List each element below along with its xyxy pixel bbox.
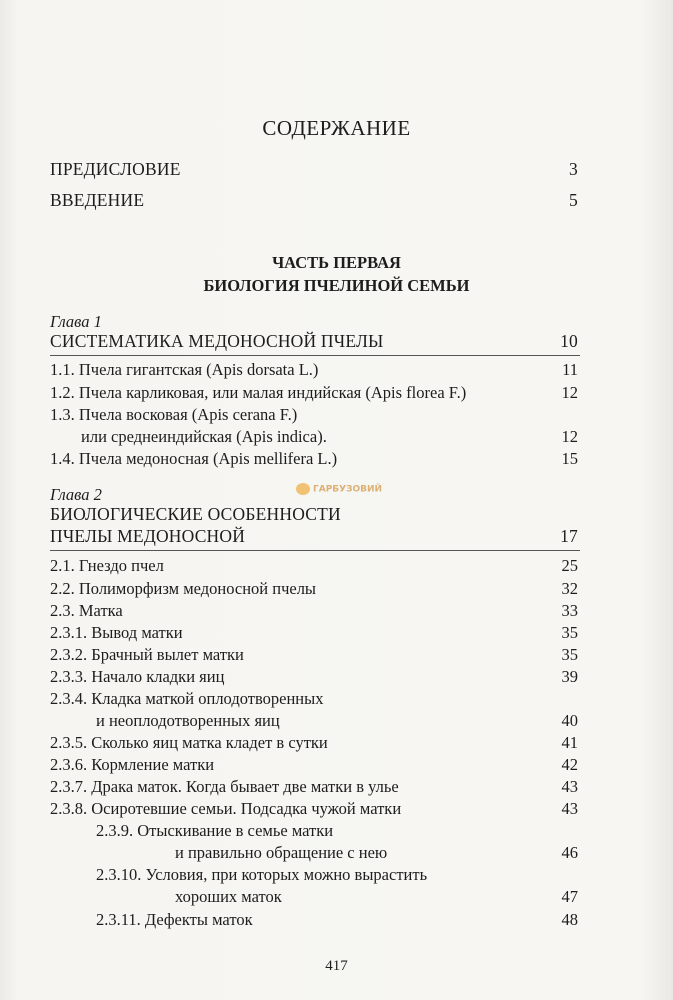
toc-page-preface: 3 (569, 159, 578, 179)
toc-page: 12 (561, 427, 578, 446)
toc-entry-continuation: и неоплодотворенных яиц (96, 711, 280, 730)
part-title: БИОЛОГИЯ ПЧЕЛИНОЙ СЕМЬИ (203, 276, 470, 295)
chapter-1-page: 10 (560, 331, 578, 351)
toc-entry: 2.3.3. Начало кладки яиц (50, 667, 225, 686)
toc-entry-continuation: хороших маток (175, 887, 282, 906)
toc-entry: 2.1. Гнездо пчел (50, 556, 164, 575)
toc-page: 35 (561, 623, 578, 642)
toc-entry: 2.3.5. Сколько яиц матка кладет в сутки (50, 733, 328, 752)
chapter-1-title: СИСТЕМАТИКА МЕДОНОСНОЙ ПЧЕЛЫ (50, 331, 384, 351)
toc-entry: 2.2. Полиморфизм медоносной пчелы (50, 579, 317, 598)
toc-page: 41 (561, 733, 578, 752)
toc-page: 39 (561, 667, 578, 686)
toc-entry-continuation: и правильно обращение с нею (175, 843, 388, 862)
toc-entry: 2.3. Матка (50, 601, 123, 620)
chapter-2-title-line1: БИОЛОГИЧЕСКИЕ ОСОБЕННОСТИ (50, 504, 341, 524)
toc-entry: 2.3.7. Драка маток. Когда бывает две матки в улье (50, 777, 399, 796)
toc-page: 40 (561, 711, 578, 730)
chapter-1-label: Глава 1 (50, 312, 102, 331)
toc-page: 35 (561, 645, 578, 664)
chapter-1-divider (50, 355, 580, 356)
toc-page: 25 (561, 556, 578, 575)
toc-title: СОДЕРЖАНИЕ (262, 116, 411, 140)
toc-entry: 2.3.10. Условия, при которых можно вырастить (96, 865, 428, 884)
toc-entry: 2.3.6. Кормление матки (50, 755, 215, 774)
chapter-2-divider (50, 550, 580, 551)
toc-entry-introduction: ВВЕДЕНИЕ (50, 190, 145, 210)
toc-page: 33 (561, 601, 578, 620)
toc-page: 48 (561, 910, 578, 929)
toc-page: 46 (561, 843, 578, 862)
toc-page: 47 (561, 887, 578, 906)
watermark-stamp (296, 483, 382, 495)
page-number: 417 (325, 958, 348, 974)
toc-entry: 1.2. Пчела карликовая, или малая индийская (Apis florea F.) (50, 383, 467, 402)
toc-entry: 1.4. Пчела медоносная (Apis mellifera L.) (50, 449, 338, 468)
toc-entry: 2.3.9. Отыскивание в семье матки (96, 821, 334, 840)
toc-page: 32 (561, 579, 578, 598)
watermark-text: ГАРБУЗОВИЙ (313, 484, 383, 495)
toc-entry: 2.3.1. Вывод матки (50, 623, 183, 642)
toc-entry: 1.3. Пчела восковая (Apis cerana F.) (50, 405, 298, 424)
toc-page: 11 (562, 360, 578, 379)
toc-page: 15 (561, 449, 578, 468)
toc-entry: 1.1. Пчела гигантская (Apis dorsata L.) (50, 360, 319, 379)
part-heading: ЧАСТЬ ПЕРВАЯ (272, 253, 401, 272)
chapter-2-label: Глава 2 (50, 485, 102, 504)
toc-page: 43 (561, 799, 578, 818)
toc-page: 12 (561, 383, 578, 402)
chapter-2-title-line2: ПЧЕЛЫ МЕДОНОСНОЙ (50, 526, 246, 546)
toc-page: 42 (561, 755, 578, 774)
toc-entry-preface: ПРЕДИСЛОВИЕ (50, 159, 181, 179)
toc-entry: 2.3.11. Дефекты маток (96, 910, 253, 929)
toc-entry: 2.3.4. Кладка маткой оплодотворенных (50, 689, 324, 708)
toc-entry: 2.3.8. Осиротевшие семьи. Подсадка чужой матки (50, 799, 402, 818)
chapter-2-page: 17 (560, 526, 578, 546)
toc-page: 43 (561, 777, 578, 796)
toc-entry: 2.3.2. Брачный вылет матки (50, 645, 244, 664)
toc-page-introduction: 5 (569, 190, 578, 210)
toc-entry-continuation: или среднеиндийская (Apis indica). (81, 427, 327, 446)
watermark-logo-icon (296, 483, 310, 495)
